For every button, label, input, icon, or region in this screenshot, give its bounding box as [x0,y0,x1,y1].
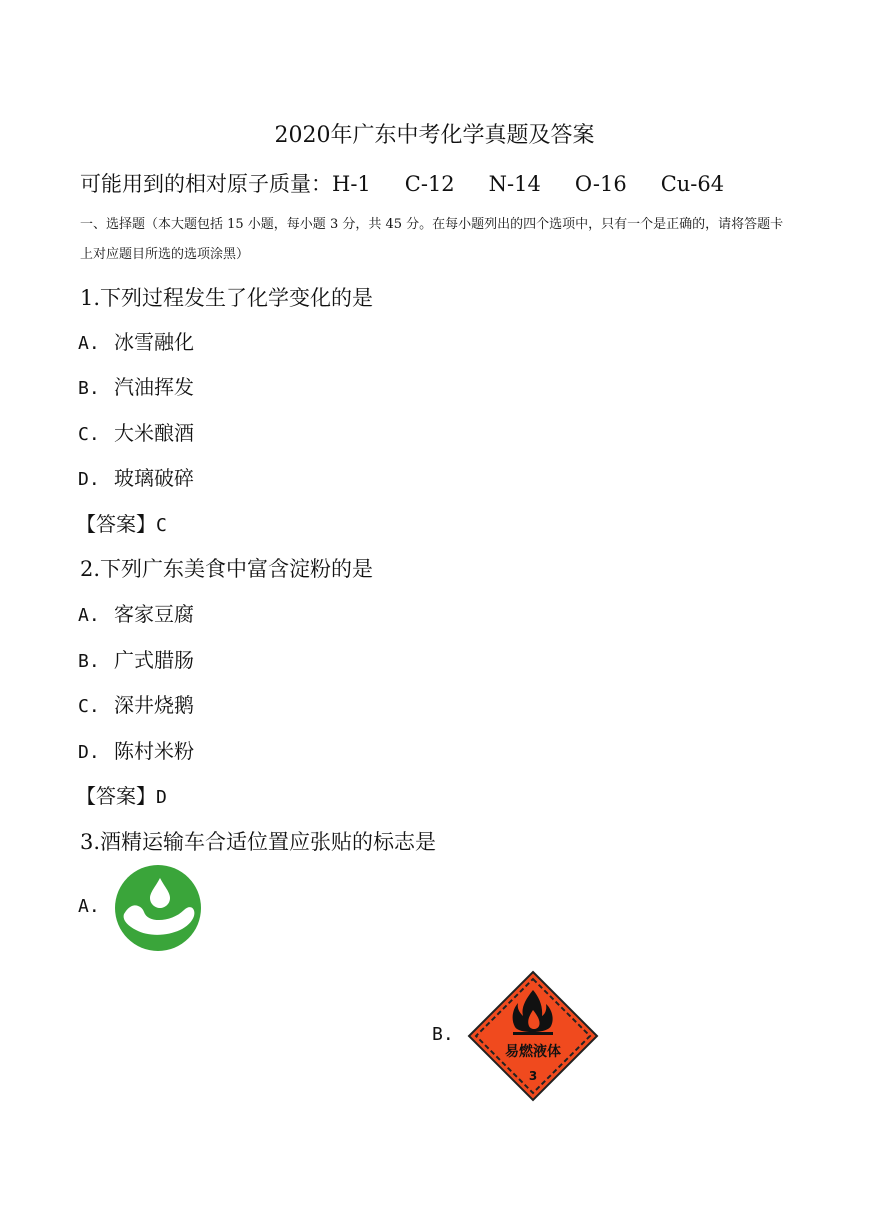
option-text: 汽油挥发 [114,375,194,399]
mass-h: H-1 [332,172,371,196]
q2-option-b [78,644,194,673]
atomic-masses [80,168,758,198]
option-label: C. [78,424,100,445]
q2-option-d [78,735,194,764]
answer-value: C [156,515,167,536]
option-text: 客家豆腐 [114,602,194,626]
answer-label: 【答案】 [76,784,156,808]
flammable-liquid-sign-icon [467,970,599,1102]
option-label: B. [78,651,100,672]
option-text: 大米酿酒 [114,421,194,445]
option-label: D. [78,742,100,763]
q1-option-c [78,417,194,446]
sign-text: 易燃液体 [505,1044,561,1060]
q3-option-b-label: B. [432,1024,454,1045]
option-text: 玻璃破碎 [114,466,194,490]
water-saving-symbol-icon [114,864,202,952]
question-2-stem: 2.下列广东美食中富含淀粉的是 [80,557,374,581]
mass-cu: Cu-64 [660,172,725,196]
q2-option-c [78,689,194,718]
answer-label: 【答案】 [76,512,156,536]
q1-answer [76,508,167,537]
masses-label: 可能用到的相对原子质量： [80,172,332,196]
option-text: 广式腊肠 [114,648,194,672]
mass-o: O-16 [574,172,627,196]
q1-option-a [78,326,194,355]
q2-answer [76,780,167,809]
option-label: A. [78,605,100,626]
question-3-stem: 3.酒精运输车合适位置应张贴的标志是 [80,830,437,854]
option-text: 深井烧鹅 [114,693,194,717]
mass-c: C-12 [404,172,455,196]
option-text: 陈村米粉 [114,739,194,763]
option-label: B. [78,378,100,399]
q2-option-a [78,598,194,627]
option-label: D. [78,469,100,490]
q1-option-d [78,462,194,491]
section-heading: 一、选择题（本大题包括 15 小题，每小题 3 分，共 45 分。在每小题列出的四个选项中，只有一个是正确的，请将答题卡上对应题目所选的选项涂黑） [80,217,784,262]
question-1-stem: 1.下列过程发生了化学变化的是 [80,286,374,310]
answer-value: D [156,787,167,808]
q1-option-b [78,371,194,400]
mass-n: N-14 [488,172,541,196]
option-label: A. [78,333,100,354]
q3-option-a-label: A. [78,896,100,917]
option-text: 冰雪融化 [114,330,194,354]
sign-class-number: 3 [528,1069,538,1083]
page-title: 2020年广东中考化学真题及答案 [274,123,595,148]
option-label: C. [78,696,100,717]
